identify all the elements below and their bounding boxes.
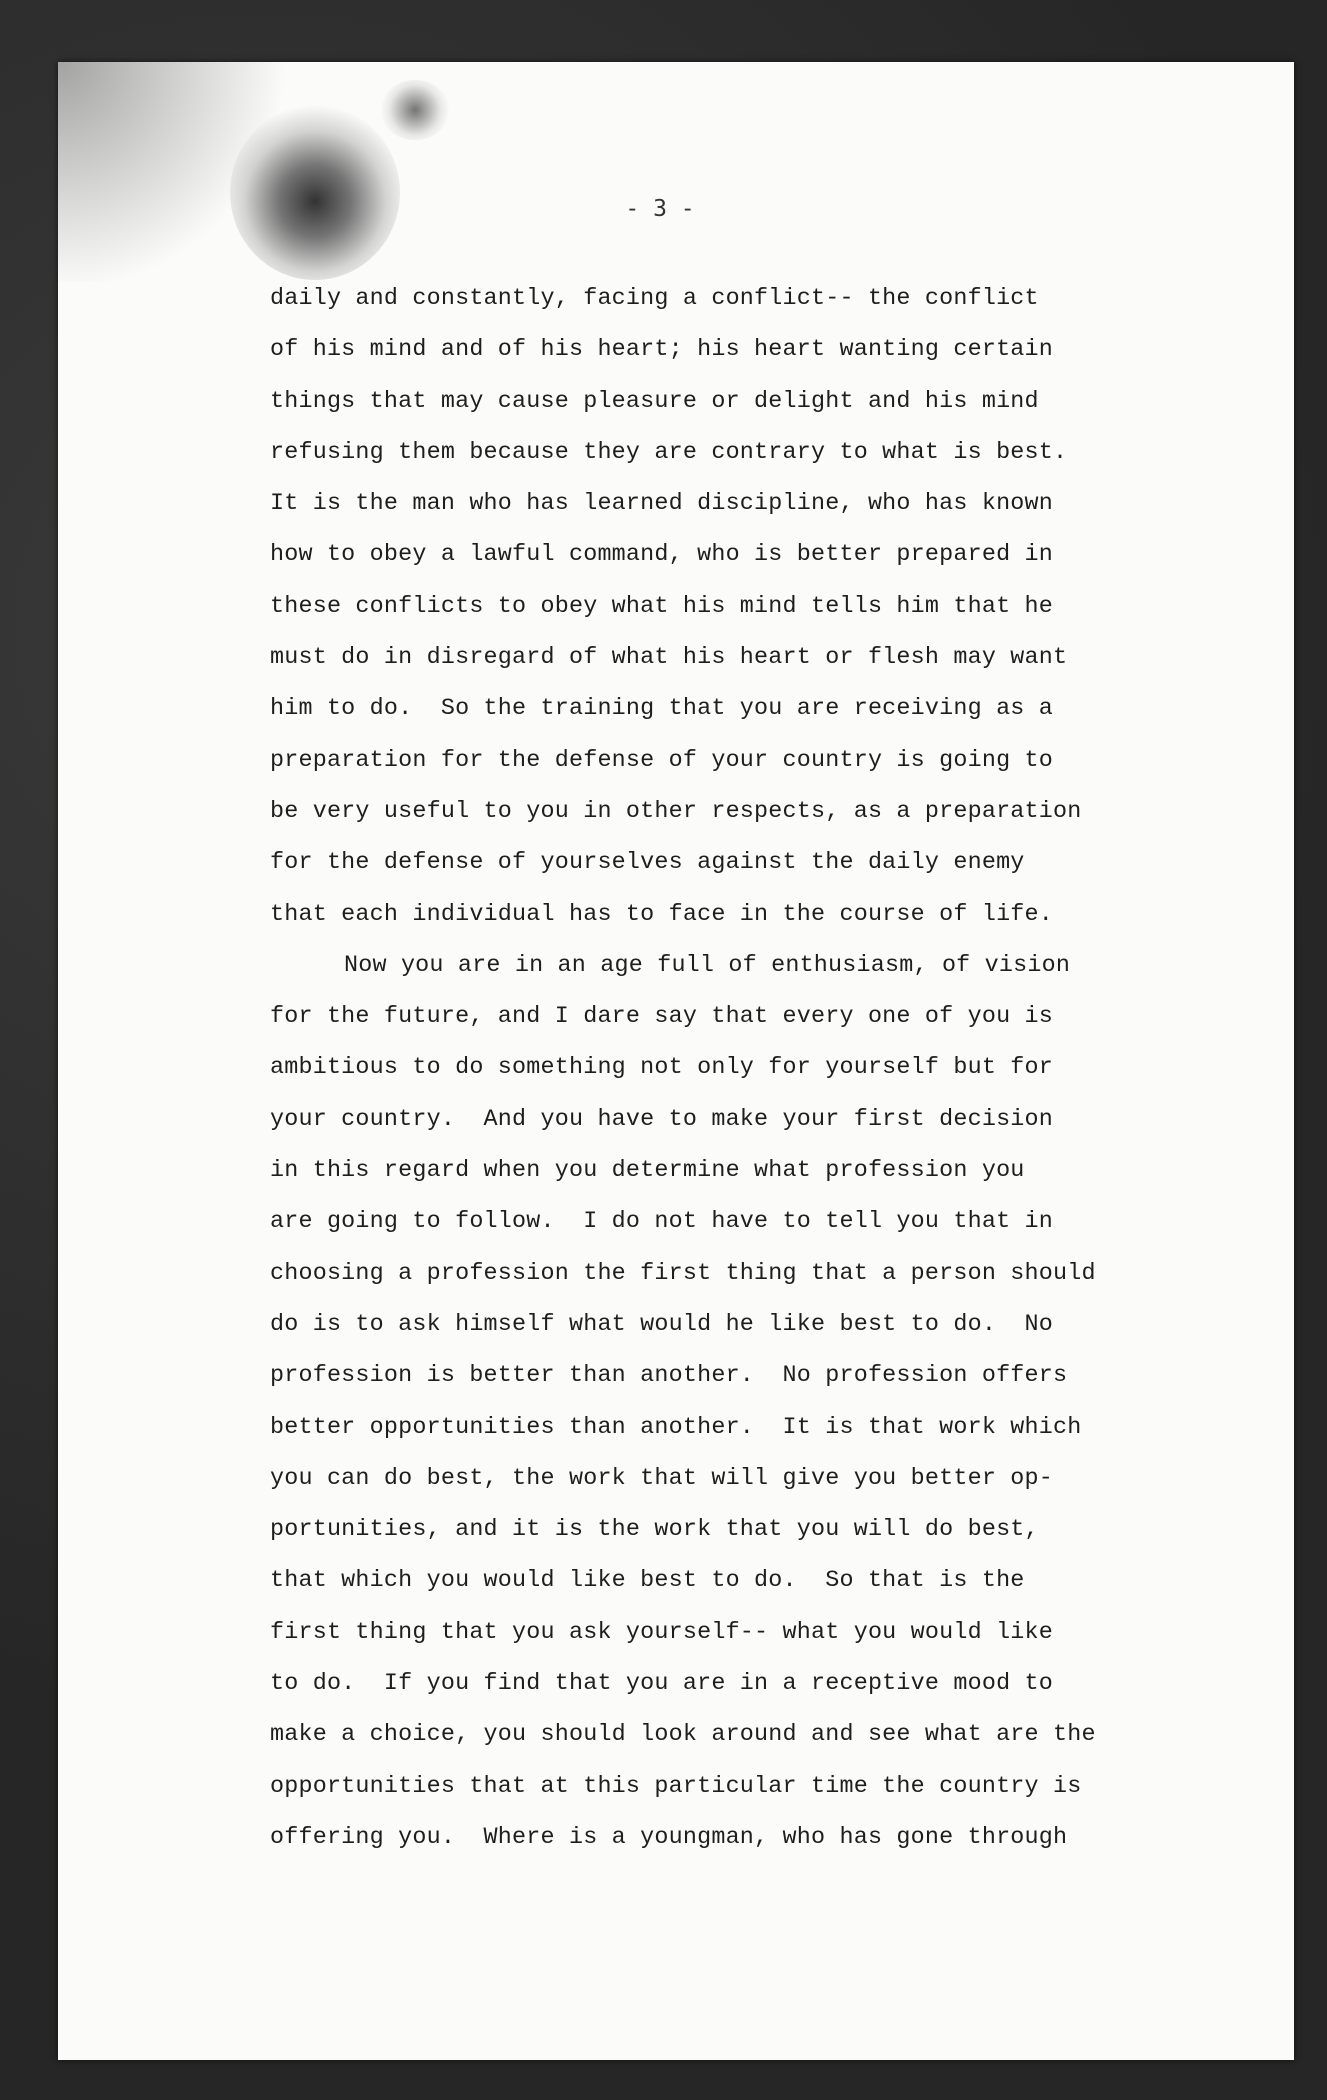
- text-line: profession is better than another. No profession offers: [270, 1363, 1068, 1390]
- text-line: first thing that you ask yourself-- what you would like: [270, 1619, 1054, 1646]
- text-line: that which you would like best to do. So that is the: [270, 1568, 1025, 1595]
- text-line: make a choice, you should look around and see what are the: [270, 1722, 1096, 1749]
- body-text: [270, 274, 1270, 1864]
- text-line: It is the man who has learned discipline, who has known: [270, 491, 1054, 518]
- text-line: do is to ask himself what would he like best to do. No: [270, 1311, 1054, 1338]
- ink-smudge-small: [380, 80, 450, 140]
- ink-smudge: [230, 105, 400, 280]
- text-line: things that may cause pleasure or delight and his mind: [270, 388, 1039, 415]
- text-line: in this regard when you determine what profession you: [270, 1158, 1025, 1185]
- text-line: portunities, and it is the work that you will do best,: [270, 1517, 1039, 1544]
- text-line: for the future, and I dare say that every one of you is: [270, 1004, 1054, 1031]
- text-line: that each individual has to face in the course of life.: [270, 901, 1054, 928]
- text-line: him to do. So the training that you are receiving as a: [270, 696, 1054, 723]
- page-number: - 3 -: [625, 196, 695, 222]
- text-line: be very useful to you in other respects, as a preparation: [270, 798, 1082, 825]
- text-line: preparation for the defense of your country is going to: [270, 747, 1054, 774]
- text-line: to do. If you find that you are in a receptive mood to: [270, 1671, 1054, 1698]
- text-line: you can do best, the work that will give you better op-: [270, 1465, 1054, 1492]
- text-line: of his mind and of his heart; his heart wanting certain: [270, 337, 1054, 364]
- text-line: ambitious to do something not only for yourself but for: [270, 1055, 1054, 1082]
- text-line: refusing them because they are contrary to what is best.: [270, 439, 1068, 466]
- text-line: offering you. Where is a youngman, who has gone through: [270, 1824, 1068, 1851]
- text-line: opportunities that at this particular time the country is: [270, 1773, 1082, 1800]
- text-line: better opportunities than another. It is that work which: [270, 1414, 1082, 1441]
- text-line: must do in disregard of what his heart or flesh may want: [270, 645, 1068, 672]
- text-line: for the defense of yourselves against the daily enemy: [270, 850, 1025, 877]
- text-line: how to obey a lawful command, who is better prepared in: [270, 542, 1054, 569]
- text-line: choosing a profession the first thing that a person should: [270, 1260, 1096, 1287]
- text-line: these conflicts to obey what his mind tells him that he: [270, 593, 1054, 620]
- text-line: daily and constantly, facing a conflict-- the conflict: [270, 286, 1039, 312]
- text-line: your country. And you have to make your first decision: [270, 1106, 1054, 1133]
- text-line: are going to follow. I do not have to tell you that in: [270, 1209, 1054, 1236]
- paragraph-start-line: Now you are in an age full of enthusiasm, of vision: [344, 952, 1071, 979]
